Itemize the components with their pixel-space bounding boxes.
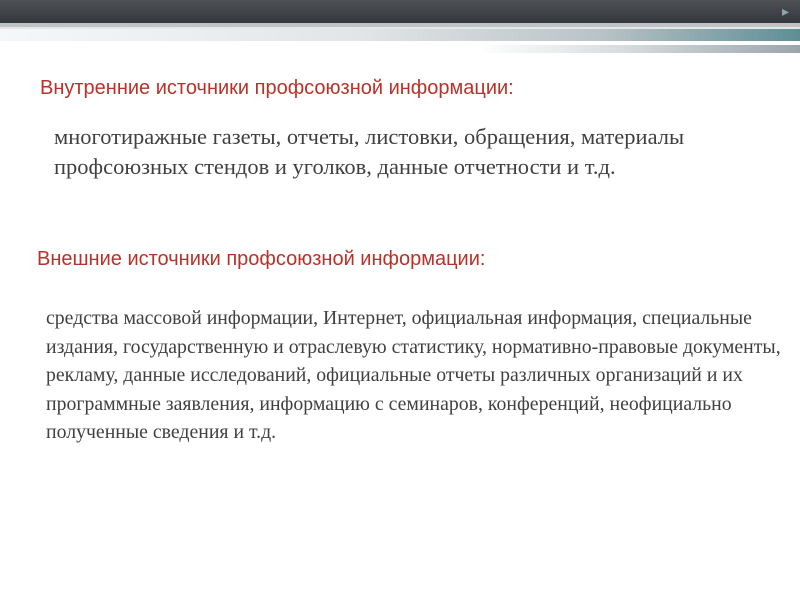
- internal-sources-heading: Внутренние источники профсоюзной информации:: [40, 77, 514, 99]
- header-accent-bar: [0, 29, 800, 41]
- corner-triangle-icon: ▸: [782, 4, 790, 20]
- header-accent-bar-secondary: [476, 45, 800, 53]
- header-band: [0, 0, 800, 23]
- external-sources-text: средства массовой информации, Интернет, официальная информация, специальные издания, государственную и отраслевую статистику, нормативно-правовые документы, рекламу, данные исследований, официальные отчеты различных организаций и их программные заявления, информацию с семинаров, конференций, неофициально полученные сведения и т.д.: [46, 307, 781, 444]
- external-sources-heading: Внешние источники профсоюзной информации:: [37, 248, 486, 270]
- internal-sources-text: многотиражные газеты, отчеты, листовки, обращения, материалы профсоюзных стендов и уголков, данные отчетности и т.д.: [54, 124, 685, 179]
